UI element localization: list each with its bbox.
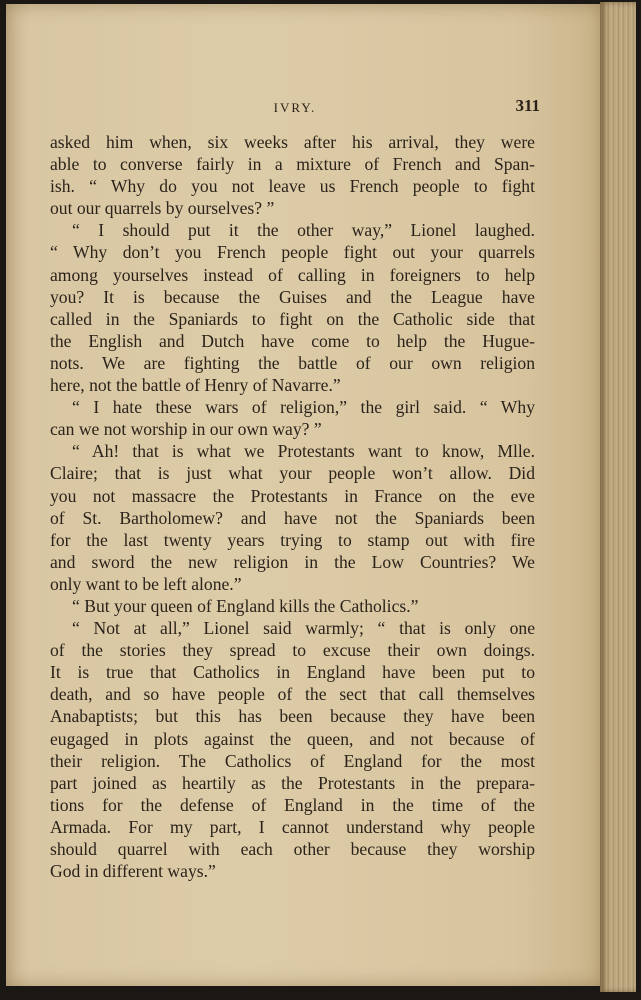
page-number: 311 [515, 96, 540, 115]
text-line: here, not the battle of Henry of Navarre.” [50, 375, 341, 396]
text-line: Anabaptists; but this has been because they have been [50, 706, 535, 727]
text-line: It is true that Catholics in England have been put to [50, 662, 535, 683]
running-head: IVRY. [273, 100, 317, 115]
text-line: among yourselves instead of calling in foreigners to help [50, 264, 535, 285]
text-line: “ Not at all,” Lionel said warmly; “ that is only one [72, 618, 535, 639]
text-line: “ I should put it the other way,” Lionel laughed. [72, 220, 535, 241]
text-line: ish. “ Why do you not leave us French people to fight [50, 176, 535, 197]
text-line: God in different ways.” [50, 861, 216, 882]
text-line: the English and Dutch have come to help the Hugue- [50, 330, 535, 351]
text-line: you not massacre the Protestants in France on the eve [50, 485, 535, 506]
text-line: their religion. The Catholics of England for the most [50, 750, 535, 771]
text-line: “ But your queen of England kills the Catholics.” [72, 595, 419, 616]
text-line: Claire; that is just what your people won’t allow. Did [50, 463, 535, 484]
text-line: and sword the new religion in the Low Countries? We [50, 551, 535, 572]
text-line: Armada. For my part, I cannot understand why people [50, 816, 535, 837]
text-line: for the last twenty years trying to stamp out with fire [50, 529, 535, 550]
text-line: can we not worship in our own way? ” [50, 419, 322, 440]
text-line: only want to be left alone.” [50, 573, 242, 594]
page-edges [600, 2, 636, 992]
text-line: able to converse fairly in a mixture of French and Span- [50, 154, 535, 175]
text-line: death, and so have people of the sect that call themselves [50, 684, 535, 705]
text-line: part joined as heartily as the Protestants in the prepara- [50, 772, 535, 793]
text-line: “ Ah! that is what we Protestants want to know, Mlle. [72, 441, 535, 462]
text-line: tions for the defense of England in the time of the [50, 794, 535, 815]
text-line: called in the Spaniards to fight on the Catholic side that [50, 308, 535, 329]
text-line: “ I hate these wars of religion,” the girl said. “ Why [72, 397, 535, 418]
text-line: asked him when, six weeks after his arrival, they were [50, 132, 535, 152]
text-line: nots. We are fighting the battle of our own religion [50, 352, 535, 373]
text-line: should quarrel with each other because they worship [50, 839, 535, 859]
body-text [50, 131, 535, 882]
text-line: out our quarrels by ourselves? ” [50, 198, 275, 219]
text-line: you? It is because the Guises and the League have [50, 286, 535, 307]
text-line: eugaged in plots against the queen, and not because of [50, 728, 535, 749]
page-header [50, 96, 540, 118]
text-line: “ Why don’t you French people fight out your quarrels [50, 242, 535, 263]
text-line: of St. Bartholomew? and have not the Spaniards been [50, 507, 535, 528]
text-line: of the stories they spread to excuse their own doings. [50, 640, 535, 661]
